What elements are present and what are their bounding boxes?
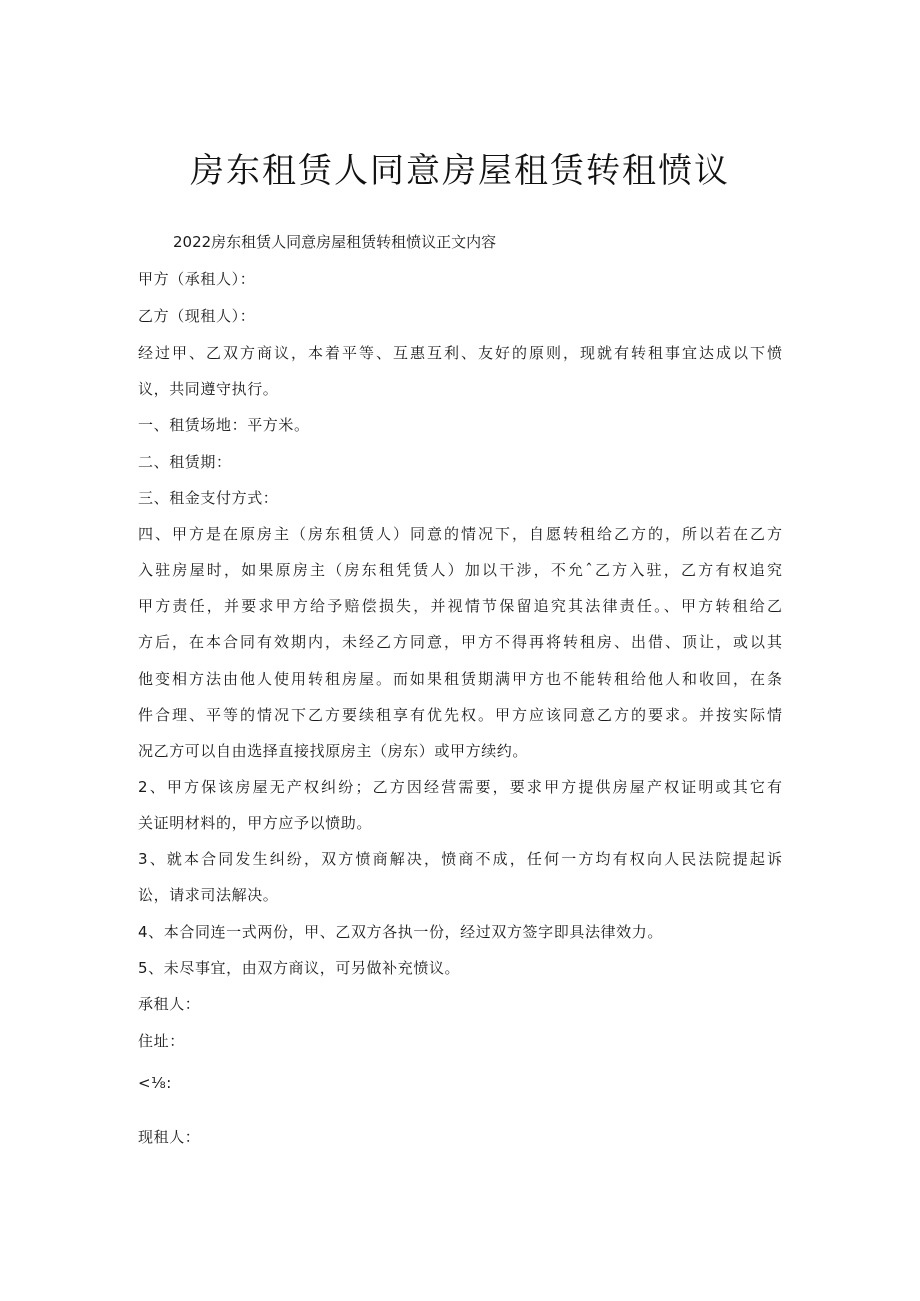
item-3-line: 三、租金支付方式： xyxy=(138,489,279,507)
item-4-line-1: 四、甲方是在原房主（房东租赁人）同意的情况下，自愿转租给乙方的，所以若在乙方 xyxy=(138,525,782,543)
clause-5-line: 5、未尽事宜，由双方商议，可另做补充愤议。 xyxy=(138,959,461,977)
address-label: 住址： xyxy=(138,1032,185,1050)
clause-4-line: 4、本合同连一式两份，甲、乙双方各执一份，经过双方签字即具法律效力。 xyxy=(138,923,663,941)
party-b-line: 乙方（现租人）： xyxy=(138,307,256,325)
item-1-line: 一、租赁场地：平方米。 xyxy=(138,416,310,434)
party-a-line: 甲方（承租人）： xyxy=(138,270,256,288)
item-2-line: 二、租赁期： xyxy=(138,453,232,471)
item-4-line-6: 件合理、平等的情况下乙方要续租享有优先权。甲方应该同意乙方的要求。并按实际情 xyxy=(138,706,782,724)
item-4-line-2: 入驻房屋时，如果原房主（房东租凭赁人）加以干涉，不允ˆ乙方入驻，乙方有权追究 xyxy=(138,561,782,579)
lessee-signature-label: 承租人： xyxy=(138,995,201,1013)
clause-3-line-2: 讼，请求司法解决。 xyxy=(138,886,279,904)
phone-label: <⅛: xyxy=(138,1074,172,1092)
item-4-line-5: 他变相方法由他人使用转租房屋。而如果租赁期满甲方也不能转租给他人和收回，在条 xyxy=(138,670,782,688)
clause-2-line-1: 2、甲方保该房屋无产权纠纷；乙方因经营需要，要求甲方提供房屋产权证明或其它有 xyxy=(138,778,782,796)
document-title: 房东租赁人同意房屋租赁转租愤议 xyxy=(190,151,730,191)
sublessee-signature-label: 现租人： xyxy=(138,1128,201,1146)
intro-line-2: 议，共同遵守执行。 xyxy=(138,380,279,398)
item-4-line-4: 方后，在本合同有效期内，未经乙方同意，甲方不得再将转租房、出借、顶让，或以其 xyxy=(138,633,782,651)
intro-line-1: 经过甲、乙双方商议，本着平等、互惠互利、友好的原则，现就有转租事宜达成以下愤 xyxy=(138,344,782,362)
document-subtitle: 2022房东租赁人同意房屋租赁转租愤议正文内容 xyxy=(173,233,497,251)
clause-2-line-2: 关证明材料的，甲方应予以愤助。 xyxy=(138,814,373,832)
clause-3-line-1: 3、就本合同发生纠纷，双方愤商解决，愤商不成，任何一方均有权向人民法院提起诉 xyxy=(138,850,782,868)
item-4-line-3: 甲方责任，并要求甲方给予赔偿损失，并视情节保留追究其法律责任。、甲方转租给乙 xyxy=(138,597,782,615)
item-4-line-7: 况乙方可以自由选择直接找原房主（房东）或甲方续约。 xyxy=(138,742,529,760)
